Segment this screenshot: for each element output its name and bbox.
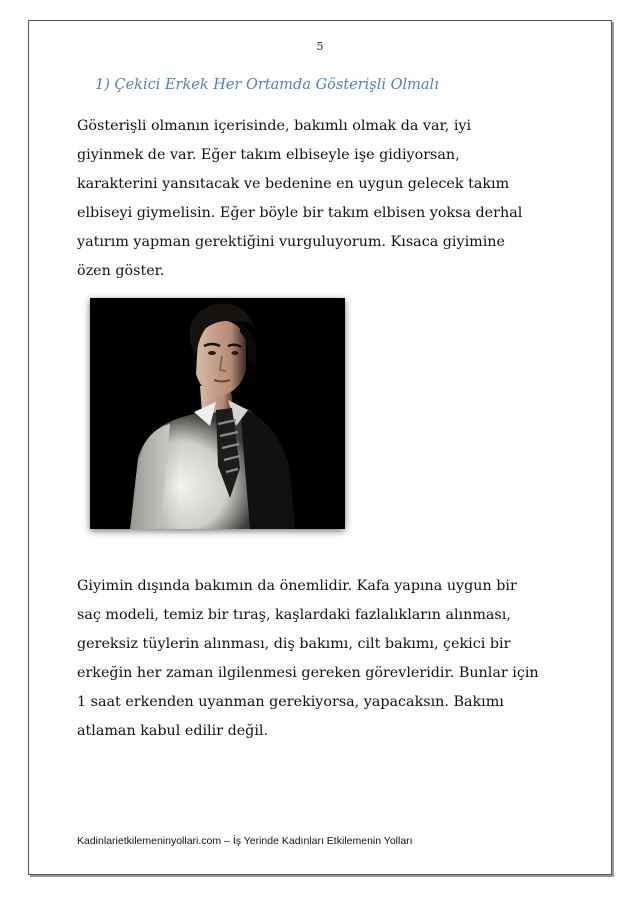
paragraph-line: saç modeli, temiz bir tıraş, kaşlardaki fazlalıkların alınması,: [77, 607, 511, 623]
body-paragraph-2: [77, 572, 577, 746]
paragraph-line: yatırım yapman gerektiğini vurguluyorum. Kısaca giyimine: [77, 234, 505, 250]
paragraph-line: giyinmek de var. Eğer takım elbiseyle işe gidiyorsan,: [77, 147, 460, 163]
paragraph-line: atlaman kabul edilir değil.: [77, 723, 269, 739]
document-page: [28, 20, 612, 875]
page-footer: Kadinlarietkilemeninyollari.com – İş Yerinde Kadınları Etkilemenin Yolları: [77, 835, 413, 847]
paragraph-line: 1 saat erkenden uyanman gerekiyorsa, yapacaksın. Bakımı: [77, 694, 504, 710]
paragraph-line: özen göster.: [77, 263, 165, 279]
body-paragraph-1: [77, 112, 577, 286]
paragraph-line: karakterini yansıtacak ve bedenine en uygun gelecek takım: [77, 176, 510, 192]
page-number: 5: [316, 40, 324, 53]
paragraph-line: Gösterişli olmanın içerisinde, bakımlı olmak da var, iyi: [77, 118, 472, 134]
paragraph-line: elbiseyi giymelisin. Eğer böyle bir takım elbisen yoksa derhal: [77, 205, 523, 221]
paragraph-line: Giyimin dışında bakımın da önemlidir. Kafa yapına uygun bir: [77, 578, 517, 594]
paragraph-line: gereksiz tüylerin alınması, diş bakımı, cilt bakımı, çekici bir: [77, 636, 511, 652]
paragraph-line: erkeğin her zaman ilgilenmesi gereken görevleridir. Bunlar için: [77, 665, 539, 681]
section-heading: 1) Çekici Erkek Her Ortamda Gösterişli Olmalı: [95, 77, 439, 93]
portrait-photo: [90, 298, 345, 529]
